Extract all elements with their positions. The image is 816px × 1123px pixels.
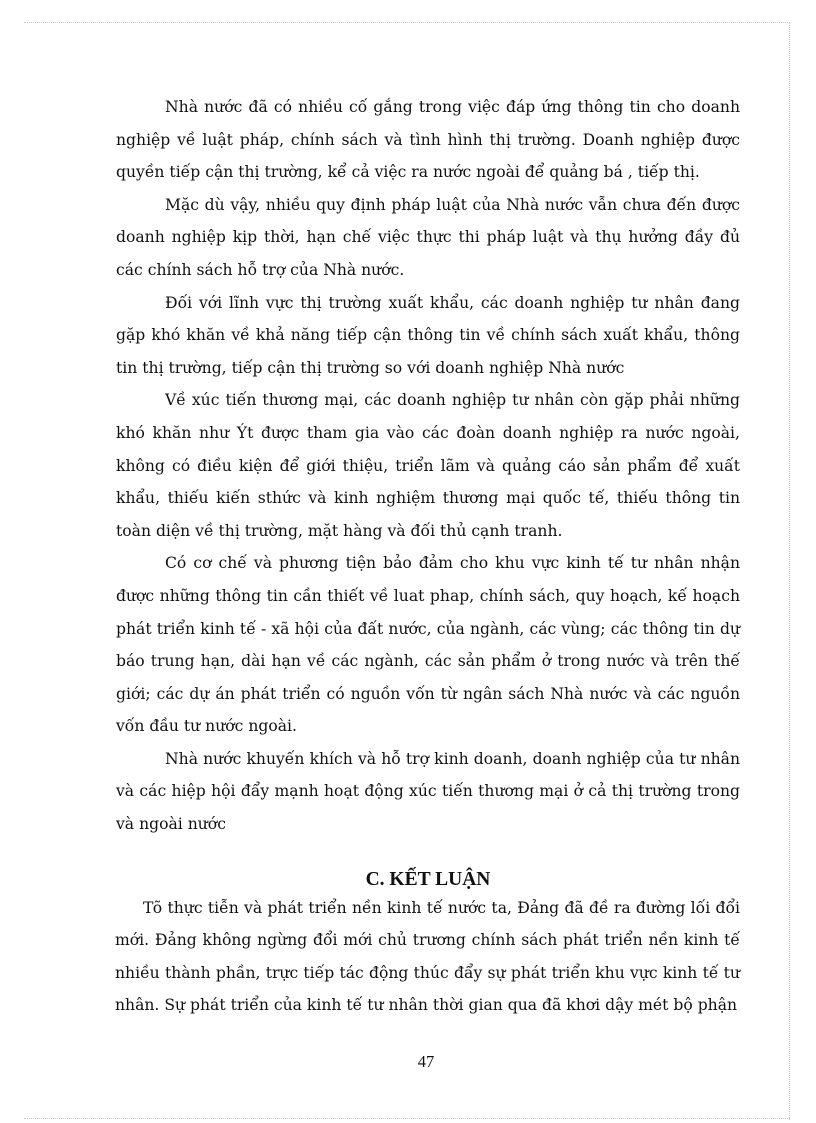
paragraph-conclusion: Tõ thực tiễn và phát triển nền kinh tế nước ta, Đảng đã đề ra đường lối đổi mới. Đảng không ngừng đổi mới chủ trương chính sách phát triển nền kinh tế nhiều thành phần, trực tiếp tác động thúc đẩy sự phát triển khu vực kinh tế tư nhân. Sự phát triển của kinh tế tư nhân thời gian qua đã khơi dậy mét bộ phận — [115, 898, 740, 1015]
section-heading-conclusion: C. KẾT LUẬN — [365, 868, 491, 890]
paragraph-law-delay: Mặc dù vậy, nhiều quy định pháp luật của Nhà nước vẫn chưa đến được doanh nghiệp kịp thời, hạn chế việc thực thi pháp luật và thụ hưởng đầy đủ các chính sách hỗ trợ của Nhà nước. — [116, 195, 740, 279]
section-spacer — [116, 841, 740, 868]
document-body — [116, 91, 740, 1026]
paragraph-trade-promotion: Về xúc tiến thương mại, các doanh nghiệp tư nhân còn gặp phải những khó khăn như Ýt được tham gia vào các đoàn doanh nghiệp ra nước ngoài, không có điều kiện để giới thiệu, triển lãm và quảng cáo sản phẩm để xuất khẩu, thiếu kiến sthức và kinh nghiệm thương mại quốc tế, thiếu thông tin toàn diện về thị trường, mặt hàng và đối thủ cạnh tranh. — [116, 391, 740, 540]
paragraph-information-mechanism: Có cơ chế và phương tiện bảo đảm cho khu vực kinh tế tư nhân nhận được những thông tin cần thiết về luat phap, chính sách, quy hoạch, kế hoạch phát triển kinh tế - xã hội của đất nước, của ngành, các vùng; các thông tin dự báo trung hạn, dài hạn về các ngành, các sản phẩm ở trong nước và trên thế giới; các dự án phát triển có nguồn vốn từ ngân sách Nhà nước và các nguồn vốn đầu tư nước ngoài. — [116, 554, 740, 736]
page-bottom-rule — [24, 1118, 790, 1119]
paragraph-info-access: Nhà nước đã có nhiều cố gắng trong việc đáp ứng thông tin cho doanh nghiệp về luật pháp, chính sách và tình hình thị trường. Doanh nghiệp được quyền tiếp cận thị trường, kể cả việc ra nước ngoài để quảng bá , tiếp thị. — [116, 98, 740, 182]
paragraph-export-market: Đối với lĩnh vực thị trường xuất khẩu, các doanh nghiệp tư nhân đang gặp khó khăn về khả năng tiếp cận thông tin về chính sách xuất khẩu, thông tin thị trường, tiếp cận thị trường so với doanh nghiệp Nhà nước — [116, 293, 740, 377]
page-number: 47 — [417, 1052, 435, 1071]
paragraph-state-encouragement: Nhà nước khuyến khích và hỗ trợ kinh doanh, doanh nghiệp của tư nhân và các hiệp hội đẩy mạnh hoạt động xúc tiến thương mại ở cả thị trường trong và ngoài nước — [116, 749, 740, 834]
